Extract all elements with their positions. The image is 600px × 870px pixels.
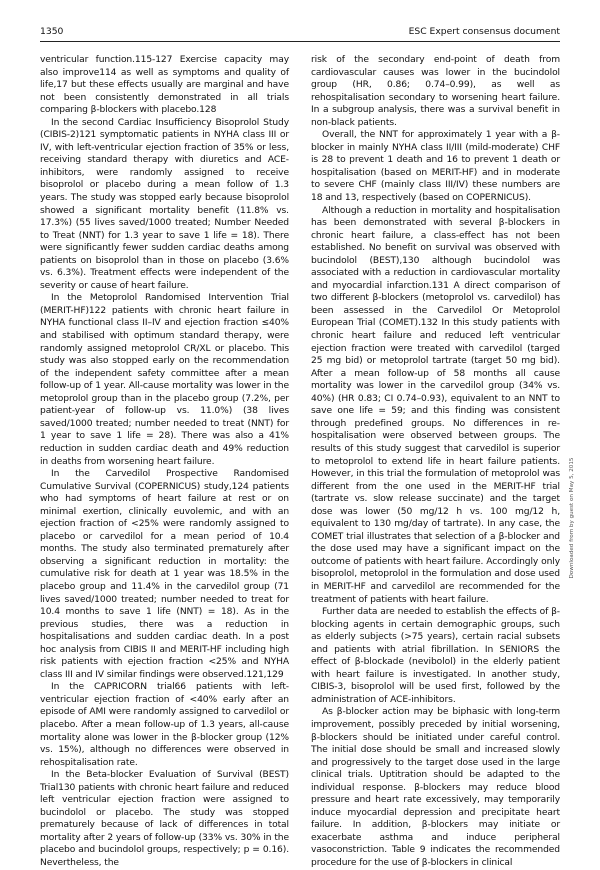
paragraph: Overall, the NNT for approximately 1 year with a β-blocker in mainly NYHA class II/III (mild-moderate) CHF is 28 to prevent 1 death and 16 to prevent 1 death or hospitalisation (based on MERIT-HF) and in moderate to severe CHF (mainly class III/IV) these numbers are 18 and 13, respectively (based on COPERNICUS). bbox=[311, 130, 560, 204]
paragraph: In the second Cardiac Insufficiency Bisoprolol Study (CIBIS-2)121 symptomatic patients in NYHA class III or IV, with left-ventricular ejection fraction of 35% or less, receiving standard therapy with diuretics and ACE-inhibitors, were randomly assigned to receive bisoprolol or placebo during a mean follow of 1.3 years. The study was stopped early because bisoprolol showed a significant mortality benefit (11.8% vs. 17.3%) (55 lives saved/1000 treated; Number Needed to Treat (NNT) for 1.3 year to save 1 life = 18). There were significantly fewer sudden cardiac deaths among patients on bisoprolol than in those on placebo (3.6% vs. 6.3%). Treatment effects were independent of the severity or cause of heart failure. bbox=[40, 117, 289, 291]
journal-title: ESC Expert consensus document bbox=[408, 26, 560, 37]
right-column bbox=[311, 54, 560, 868]
header-rule bbox=[40, 41, 560, 42]
paragraph: As β-blocker action may be biphasic with long-term improvement, possibly preceded by initial worsening, β-blockers should be initiated under careful control. The initial dose should be small and increased slowly and progressively to the target dose used in the large clinical trials. Uptitration should be adapted to the individual response. β-blockers may reduce blood pressure and heart rate excessively, may temporarily induce myocardial depression and precipitate heart failure. In addition, β-blockers may initiate or exacerbate asthma and induce peripheral vasoconstriction. Table 9 indicates the recommended procedure for the use of β-blockers in clinical bbox=[311, 707, 560, 868]
paragraph: In the Beta-blocker Evaluation of Survival (BEST) Trial130 patients with chronic heart failure and reduced left ventricular ejection fraction were assigned to bucindolol or placebo. The study was stopped prematurely because of lack of differences in total mortality after 2 years of follow-up (33% vs. 30% in the placebo and bucindolol groups, respectively; p = 0.16). Nevertheless, the bbox=[40, 770, 289, 868]
running-header bbox=[40, 26, 560, 40]
page-number: 1350 bbox=[40, 26, 64, 37]
left-column bbox=[40, 54, 289, 868]
paragraph: risk of the secondary end-point of death from cardiovascular causes was lower in the bucindolol group (HR, 0.86; 0.74–0.99), as well as rehospitalisation secondary to worsening heart failure. In a subgroup analysis, there was a survival benefit in non-black patients. bbox=[311, 55, 560, 128]
paragraph: In the Carvedilol Prospective Randomised Cumulative Survival (COPERNICUS) study,124 patients who had symptoms of heart failure at rest or on minimal exertion, clinically euvolemic, and with an ejection fraction of <25% were randomly assigned to placebo or carvedilol for a mean period of 10.4 months. The study also terminated prematurely after observing a significant reduction in mortality: the cumulative risk for death at 1 year was 18.5% in the placebo group and 11.4% in the carvedilol group (71 lives saved/1000 treated; number needed to treat for 10.4 months to save 1 life (NNT) = 18). As in the previous studies, there was a reduction in hospitalisations and sudden cardiac death. In a post hoc analysis from CIBIS II and MERIT-HF including high risk patients with ejection fraction <25% and NYHA class III and IV similar findings were observed.121,129 bbox=[40, 469, 289, 680]
download-watermark bbox=[567, 388, 577, 648]
paragraph: In the Metoprolol Randomised Intervention Trial (MERIT-HF)122 patients with chronic heart failure in NYHA functional class II–IV and ejection fraction ≤40% and stabilised with optimum standard therapy, were randomly assigned metoprolol CR/XL or placebo. This study was also stopped early on the recommendation of the independent safety committee after a mean follow-up of 1 year. All-cause mortality was lower in the metoprolol group than in the placebo group (7.2%, per patient-year of follow-up vs. 11.0%) (38 lives saved/1000 treated; number needed to treat (NNT) for 1 year to save 1 life = 28). There was also a 41% reduction in sudden cardiac death and 49% reduction in deaths from worsening heart failure. bbox=[40, 293, 289, 467]
paragraph: Further data are needed to establish the effects of β-blocking agents in certain demographic groups, such as elderly subjects (>75 years), certain racial subsets and patients with atrial fibrillation. In SENIORS the effect of β-blockade (nevibolol) in the elderly patient with heart failure is investigated. In another study, CIBIS-3, bisoprolol will be used first, followed by the administration of ACE-inhibitors. bbox=[311, 607, 560, 705]
paragraph: In the CAPRICORN trial66 patients with left-ventricular ejection fraction of <40% early after an episode of AMI were randomly assigned to carvedilol or placebo. After a mean follow-up of 1.3 years, all-cause mortality alone was lower in the β-blocker group (12% vs. 15%), although no differences were observed in rehospitalisation rate. bbox=[40, 682, 289, 768]
paragraph: Although a reduction in mortality and hospitalisation has been demonstrated with several β-blockers in chronic heart failure, a class-effect has not been established. No benefit on survival was observed with bucindolol (BEST),130 although bucindolol was associated with a reduction in cardiovascular mortality and myocardial infarction.131 A direct comparison of two different β-blockers (metoprolol vs. carvedilol) has been assessed in the Carvedilol Or Metoprolol European Trial (COMET).132 In this study patients with chronic heart failure and reduced left ventricular ejection fraction were treated with carvedilol (targed 25 mg bid) or metoprolol tartrate (target 50 mg bid). After a mean follow-up of 58 months all cause mortality was lower in the carvedilol group (34% vs. 40%) (HR 0.83; CI 0.74–0.93), equivalent to an NNT to save one life = 59; and this finding was consistent through predefined groups. No differences in re-hospitalisation were observed between groups. The results of this study suggest that carvedilol is superior to metoprolol to extend life in heart failure patients. However, in this trial the formulation of metoprolol was different from the one used in the MERIT-HF trial (tartrate vs. slow release succinate) and the target dose was lower (50 mg/12 h vs. 100 mg/12 h, equivalent to 130 mg/day of tartrate). In any case, the COMET trial illustrates that selection of a β-blocker and the dose used may have a significant impact on the outcome of patients with heart failure. Accordingly only bisoprolol, metoprolol in the formulation and dose used in MERIT-HF and carvedilol are recommended for the treatment of patients with heart failure. bbox=[311, 205, 560, 605]
paragraph: ventricular function.115-127 Exercise capacity may also improve114 as well as symptoms and quality of life,17 but these effects usually are marginal and have not been consistently demonstrated in all trials comparing β-blockers with placebo.128 bbox=[40, 55, 289, 116]
download-note: Downloaded from by guest on May 5, 2015 bbox=[569, 457, 575, 579]
